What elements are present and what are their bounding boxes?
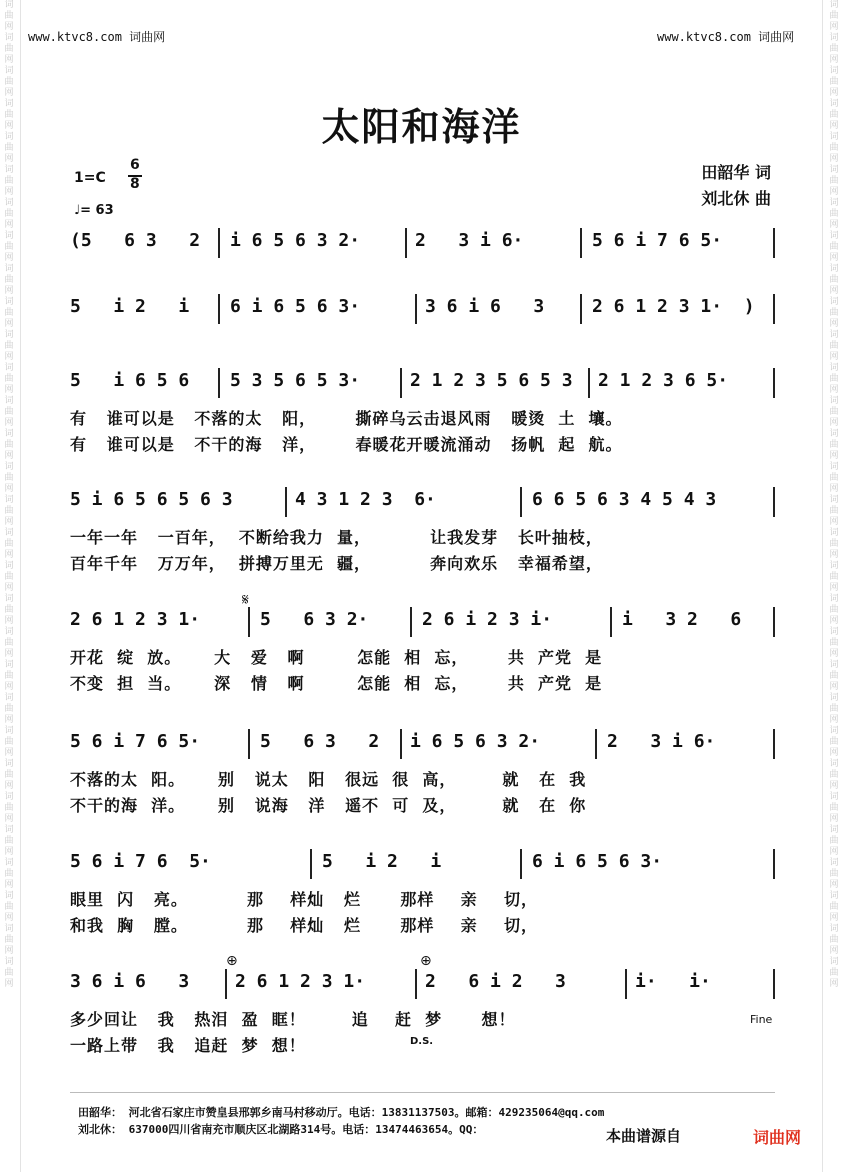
- barline: [773, 849, 775, 879]
- score-row: [70, 485, 775, 595]
- lyric-verse-1: 有 谁可以是 不落的太 阳， 撕碎乌云击退风雨 暖烫 土 壤。: [70, 409, 623, 428]
- barline: [285, 487, 287, 517]
- measure-notes: 5 6 i 7 6 5·: [70, 851, 211, 872]
- measure-notes: 5 i 6 5 6: [70, 370, 190, 391]
- measure-notes: 2 1 2 3 6 5·: [598, 370, 729, 391]
- footer-lyricist-contact: 田韶华： 河北省石家庄市赞皇县邢郭乡南马村移动厅。电话：13831137503。邮箱：429235064@qq.com: [78, 1106, 605, 1119]
- measure-notes: i· i·: [635, 971, 711, 992]
- measure-notes: 3 6 i 6 3: [70, 971, 190, 992]
- measure-notes: (5 6 3 2: [70, 230, 201, 251]
- measure-notes: 5 i 2 i: [70, 296, 190, 317]
- barline: [415, 969, 417, 999]
- right-margin-line: [822, 0, 823, 1172]
- measure-notes: 2 3 i 6·: [607, 731, 716, 752]
- measure-notes: 6 6 5 6 3 4 5 4 3: [532, 489, 717, 510]
- footer-composer-contact: 刘北休： 637000四川省南充市顺庆区北湖路314号。电话：13474463654。QQ：: [78, 1123, 484, 1136]
- measure-notes: 2 6 1 2 3 1·: [70, 609, 201, 630]
- lyric-verse-1: 不落的太 阳。 别 说太 阳 很远 很 高， 就 在 我: [70, 770, 587, 789]
- measure-notes: i 6 5 6 3 2·: [410, 731, 541, 752]
- barline: [520, 849, 522, 879]
- measure-notes: 6 i 6 5 6 3·: [532, 851, 663, 872]
- tempo-marking: ♩= 63: [74, 203, 114, 218]
- barline: [310, 849, 312, 879]
- barline: [773, 368, 775, 398]
- barline: [405, 228, 407, 258]
- barline: [773, 294, 775, 324]
- coda-sign-1: ⊕: [226, 953, 238, 969]
- composer-credit: 刘北休 曲: [701, 189, 771, 208]
- measure-notes: 5 6 i 7 6 5·: [70, 731, 201, 752]
- barline: [218, 368, 220, 398]
- barline: [580, 228, 582, 258]
- barline: [773, 228, 775, 258]
- barline: [410, 607, 412, 637]
- score-row: [70, 366, 775, 476]
- barline: [218, 228, 220, 258]
- barline: [773, 969, 775, 999]
- barline: [595, 729, 597, 759]
- barline: [248, 729, 250, 759]
- barline: [773, 607, 775, 637]
- header-url-right[interactable]: www.ktvc8.com 词曲网: [657, 30, 795, 44]
- left-margin-line: [20, 0, 21, 1172]
- measure-notes: 2 3 i 6·: [415, 230, 524, 251]
- barline: [248, 607, 250, 637]
- footer-divider: [70, 1092, 775, 1093]
- score-row: [70, 967, 775, 1077]
- score-row: [70, 605, 775, 715]
- barline: [588, 368, 590, 398]
- measure-notes: 5 6 3 2: [260, 731, 380, 752]
- measure-notes: 5 i 6 5 6 5 6 3: [70, 489, 233, 510]
- barline: [225, 969, 227, 999]
- lyricist-credit: 田韶华 词: [701, 163, 771, 182]
- measure-notes: 2 1 2 3 5 6 5 3: [410, 370, 573, 391]
- measure-notes: 2 6 i 2 3: [425, 971, 566, 992]
- barline: [773, 729, 775, 759]
- left-watermark: 词曲网词曲网词曲网词曲网词曲网词曲网词曲网词曲网词曲网词曲网词曲网词曲网词曲网词曲网词曲网词曲网词曲网词曲网词曲网词曲网词曲网词曲网词曲网词曲网词曲网词曲网词曲网词曲网词曲网词曲网: [4, 0, 14, 989]
- score-row: [70, 727, 775, 837]
- score-row: [70, 847, 775, 957]
- right-watermark: 词曲网词曲网词曲网词曲网词曲网词曲网词曲网词曲网词曲网词曲网词曲网词曲网词曲网词曲网词曲网词曲网词曲网词曲网词曲网词曲网词曲网词曲网词曲网词曲网词曲网词曲网词曲网词曲网词曲网词曲网: [829, 0, 839, 989]
- measure-notes: i 6 5 6 3 2·: [230, 230, 361, 251]
- barline: [773, 487, 775, 517]
- barline: [415, 294, 417, 324]
- barline: [580, 294, 582, 324]
- ds-marking: D.S.: [410, 1036, 434, 1047]
- measure-notes: 5 i 2 i: [322, 851, 442, 872]
- barline: [625, 969, 627, 999]
- lyric-verse-1: 多少回让 我 热泪 盈 眶！ 追 赶 梦 想！: [70, 1010, 516, 1029]
- key-signature: 1=C: [74, 170, 106, 186]
- measure-notes: 6 i 6 5 6 3·: [230, 296, 361, 317]
- lyric-verse-2: 和我 胸 膛。 那 样灿 烂 那样 亲 切，: [70, 916, 538, 935]
- measure-notes: 3 6 i 6 3: [425, 296, 545, 317]
- lyric-verse-1: 开花 绽 放。 大 爱 啊 怎能 相 忘， 共 产党 是: [70, 648, 603, 667]
- segno-sign: 𝄋: [242, 590, 249, 609]
- barline: [520, 487, 522, 517]
- measure-notes: i 3 2 6: [622, 609, 742, 630]
- measure-notes: 2 6 1 2 3 1· ): [592, 296, 755, 317]
- barline: [400, 368, 402, 398]
- lyric-verse-2: 不变 担 当。 深 情 啊 怎能 相 忘， 共 产党 是: [70, 674, 603, 693]
- time-signature-bottom: 8: [130, 176, 140, 192]
- song-title: 太阳和海洋: [321, 105, 522, 149]
- measure-notes: 5 3 5 6 5 3·: [230, 370, 361, 391]
- lyric-verse-2: 不干的海 洋。 别 说海 洋 遥不 可 及， 就 在 你: [70, 796, 587, 815]
- source-label: 本曲谱源自: [606, 1127, 682, 1145]
- fine-marking: Fine: [750, 1013, 773, 1026]
- brand-logo-text[interactable]: 词曲网: [753, 1128, 802, 1147]
- coda-sign-2: ⊕: [420, 953, 432, 969]
- lyric-verse-2: 有 谁可以是 不干的海 洋， 春暖花开暖流涌动 扬帆 起 航。: [70, 435, 623, 454]
- lyric-verse-1: 眼里 闪 亮。 那 样灿 烂 那样 亲 切，: [70, 890, 538, 909]
- barline: [218, 294, 220, 324]
- barline: [400, 729, 402, 759]
- header-url-left[interactable]: www.ktvc8.com 词曲网: [28, 30, 166, 44]
- time-signature-top: 6: [130, 157, 140, 173]
- measure-notes: 2 6 1 2 3 1·: [235, 971, 366, 992]
- lyric-verse-2: 一路上带 我 追赶 梦 想！: [70, 1036, 306, 1055]
- lyric-verse-2: 百年千年 万万年， 拼搏万里无 疆， 奔向欢乐 幸福希望，: [70, 554, 603, 573]
- measure-notes: 5 6 3 2·: [260, 609, 369, 630]
- measure-notes: 2 6 i 2 3 i·: [422, 609, 553, 630]
- barline: [610, 607, 612, 637]
- measure-notes: 4 3 1 2 3 6·: [295, 489, 436, 510]
- measure-notes: 5 6 i 7 6 5·: [592, 230, 723, 251]
- lyric-verse-1: 一年一年 一百年， 不断给我力 量， 让我发芽 长叶抽枝，: [70, 528, 603, 547]
